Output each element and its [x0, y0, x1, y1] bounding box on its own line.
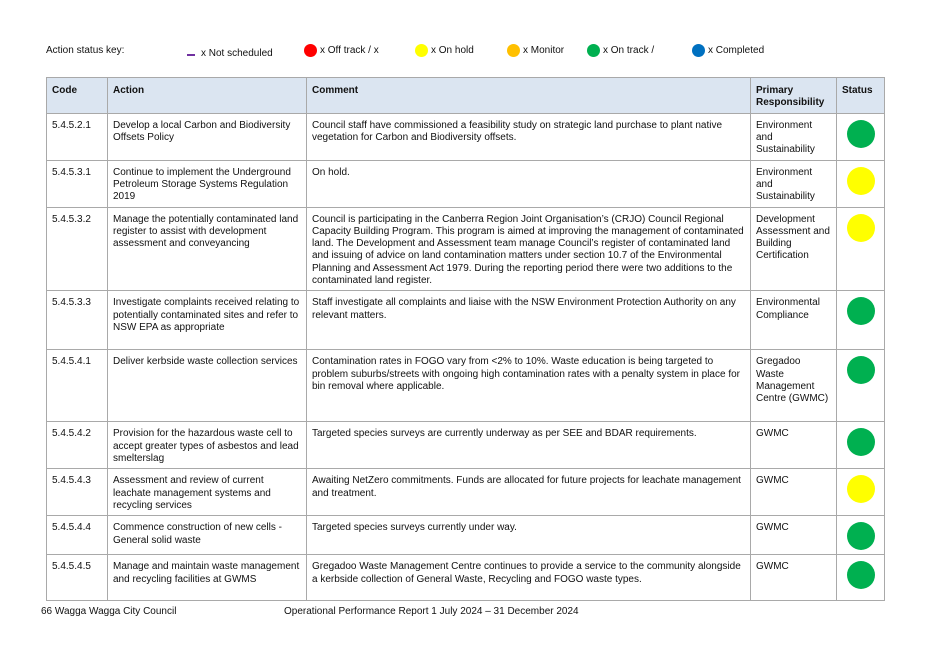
- cell-comment: Council is participating in the Canberra Region Joint Organisation’s (CRJO) Council Regional Capacity Building Program. This program is aimed at improving the management of contaminated land. The Development and Assessment team manage Council’s register of contaminated land and issuing of advice on land contamination matters under section 10.7 of the Environmental Planning and Assessment Act 1979. During the reporting period there were two additions to the contaminated land register.: [307, 207, 751, 291]
- cell-action: Investigate complaints received relating to potentially contaminated sites and refer to NSW EPA as appropriate: [108, 291, 307, 350]
- header-action: Action: [108, 78, 307, 114]
- status-key: [46, 42, 906, 62]
- key-label-completed: x Completed: [708, 45, 765, 56]
- footer-organisation: Wagga Wagga City Council: [54, 606, 177, 617]
- cell-status: [837, 350, 885, 422]
- cell-action: Assessment and review of current leachate management systems and recycling services: [108, 469, 307, 516]
- cell-status: [837, 422, 885, 469]
- cell-responsibility: Gregadoo Waste Management Centre (GWMC): [751, 350, 837, 422]
- status-indicator-icon: [847, 214, 875, 242]
- key-label-monitor: x Monitor: [523, 45, 565, 56]
- actions-table: [46, 77, 885, 601]
- cell-code: 5.4.5.4.2: [47, 422, 108, 469]
- cell-responsibility: Environment and Sustainability: [751, 113, 837, 160]
- cell-action: Provision for the hazardous waste cell to accept greater types of asbestos and lead smelterslag: [108, 422, 307, 469]
- not-scheduled-swatch: [187, 54, 195, 56]
- cell-code: 5.4.5.3.2: [47, 207, 108, 291]
- footer-report-title: Operational Performance Report 1 July 2024 – 31 December 2024: [284, 606, 579, 617]
- cell-code: 5.4.5.4.1: [47, 350, 108, 422]
- page-number: 66: [41, 606, 53, 617]
- table-row: [47, 207, 885, 291]
- cell-responsibility: Environment and Sustainability: [751, 160, 837, 207]
- monitor-swatch: [507, 44, 520, 57]
- table-row: [47, 113, 885, 160]
- key-label-on-hold: x On hold: [431, 45, 474, 56]
- cell-responsibility: GWMC: [751, 469, 837, 516]
- cell-action: Manage the potentially contaminated land register to assist with development assessment and conveyancing: [108, 207, 307, 291]
- cell-status: [837, 113, 885, 160]
- cell-comment: Awaiting NetZero commitments. Funds are allocated for future projects for leachate management and treatment.: [307, 469, 751, 516]
- header-status: Status: [837, 78, 885, 114]
- table-header-row: [47, 78, 885, 114]
- cell-comment: Council staff have commissioned a feasibility study on strategic land purchase to plant native vegetation for Carbon and Biodiversity offsets.: [307, 113, 751, 160]
- status-indicator-icon: [847, 475, 875, 503]
- on-track-swatch: [587, 44, 600, 57]
- page-footer: [41, 606, 579, 617]
- table-row: [47, 291, 885, 350]
- cell-status: [837, 291, 885, 350]
- status-indicator-icon: [847, 167, 875, 195]
- cell-responsibility: GWMC: [751, 422, 837, 469]
- cell-comment: Contamination rates in FOGO vary from <2% to 10%. Waste education is being targeted to problem suburbs/streets with ongoing high contamination rates with a penalty system in place for bin removal where applicable.: [307, 350, 751, 422]
- cell-status: [837, 160, 885, 207]
- status-indicator-icon: [847, 428, 875, 456]
- cell-code: 5.4.5.4.4: [47, 516, 108, 555]
- cell-code: 5.4.5.2.1: [47, 113, 108, 160]
- cell-code: 5.4.5.4.3: [47, 469, 108, 516]
- cell-action: Continue to implement the Underground Petroleum Storage Systems Regulation 2019: [108, 160, 307, 207]
- key-label-not-scheduled: x Not scheduled: [201, 48, 273, 59]
- cell-code: 5.4.5.3.3: [47, 291, 108, 350]
- cell-comment: Targeted species surveys are currently underway as per SEE and BDAR requirements.: [307, 422, 751, 469]
- cell-action: Commence construction of new cells - General solid waste: [108, 516, 307, 555]
- cell-status: [837, 555, 885, 601]
- header-code: Code: [47, 78, 108, 114]
- status-indicator-icon: [847, 120, 875, 148]
- key-label-on-track: x On track /: [603, 45, 655, 56]
- cell-comment: On hold.: [307, 160, 751, 207]
- table-row: [47, 555, 885, 601]
- cell-comment: Staff investigate all complaints and liaise with the NSW Environment Protection Authority on any relevant matters.: [307, 291, 751, 350]
- cell-code: 5.4.5.3.1: [47, 160, 108, 207]
- completed-swatch: [692, 44, 705, 57]
- status-indicator-icon: [847, 297, 875, 325]
- cell-status: [837, 516, 885, 555]
- header-responsibility: Primary Responsibility: [751, 78, 837, 114]
- cell-action: Manage and maintain waste management and recycling facilities at GWMS: [108, 555, 307, 601]
- status-key-title: Action status key:: [46, 45, 125, 56]
- cell-responsibility: Development Assessment and Building Certification: [751, 207, 837, 291]
- cell-responsibility: GWMC: [751, 555, 837, 601]
- table-row: [47, 350, 885, 422]
- table-row: [47, 469, 885, 516]
- status-indicator-icon: [847, 561, 875, 589]
- table-row: [47, 422, 885, 469]
- cell-status: [837, 207, 885, 291]
- cell-comment: Targeted species surveys currently under way.: [307, 516, 751, 555]
- on-hold-swatch: [415, 44, 428, 57]
- cell-status: [837, 469, 885, 516]
- status-indicator-icon: [847, 522, 875, 550]
- cell-code: 5.4.5.4.5: [47, 555, 108, 601]
- cell-responsibility: GWMC: [751, 516, 837, 555]
- cell-comment: Gregadoo Waste Management Centre continues to provide a service to the community alongside a kerbside collection of General Waste, Recycling and FOGO waste types.: [307, 555, 751, 601]
- cell-responsibility: Environmental Compliance: [751, 291, 837, 350]
- key-label-off-track: x Off track / x: [320, 45, 379, 56]
- off-track-swatch: [304, 44, 317, 57]
- table-row: [47, 516, 885, 555]
- table-row: [47, 160, 885, 207]
- cell-action: Develop a local Carbon and Biodiversity Offsets Policy: [108, 113, 307, 160]
- status-indicator-icon: [847, 356, 875, 384]
- cell-action: Deliver kerbside waste collection services: [108, 350, 307, 422]
- header-comment: Comment: [307, 78, 751, 114]
